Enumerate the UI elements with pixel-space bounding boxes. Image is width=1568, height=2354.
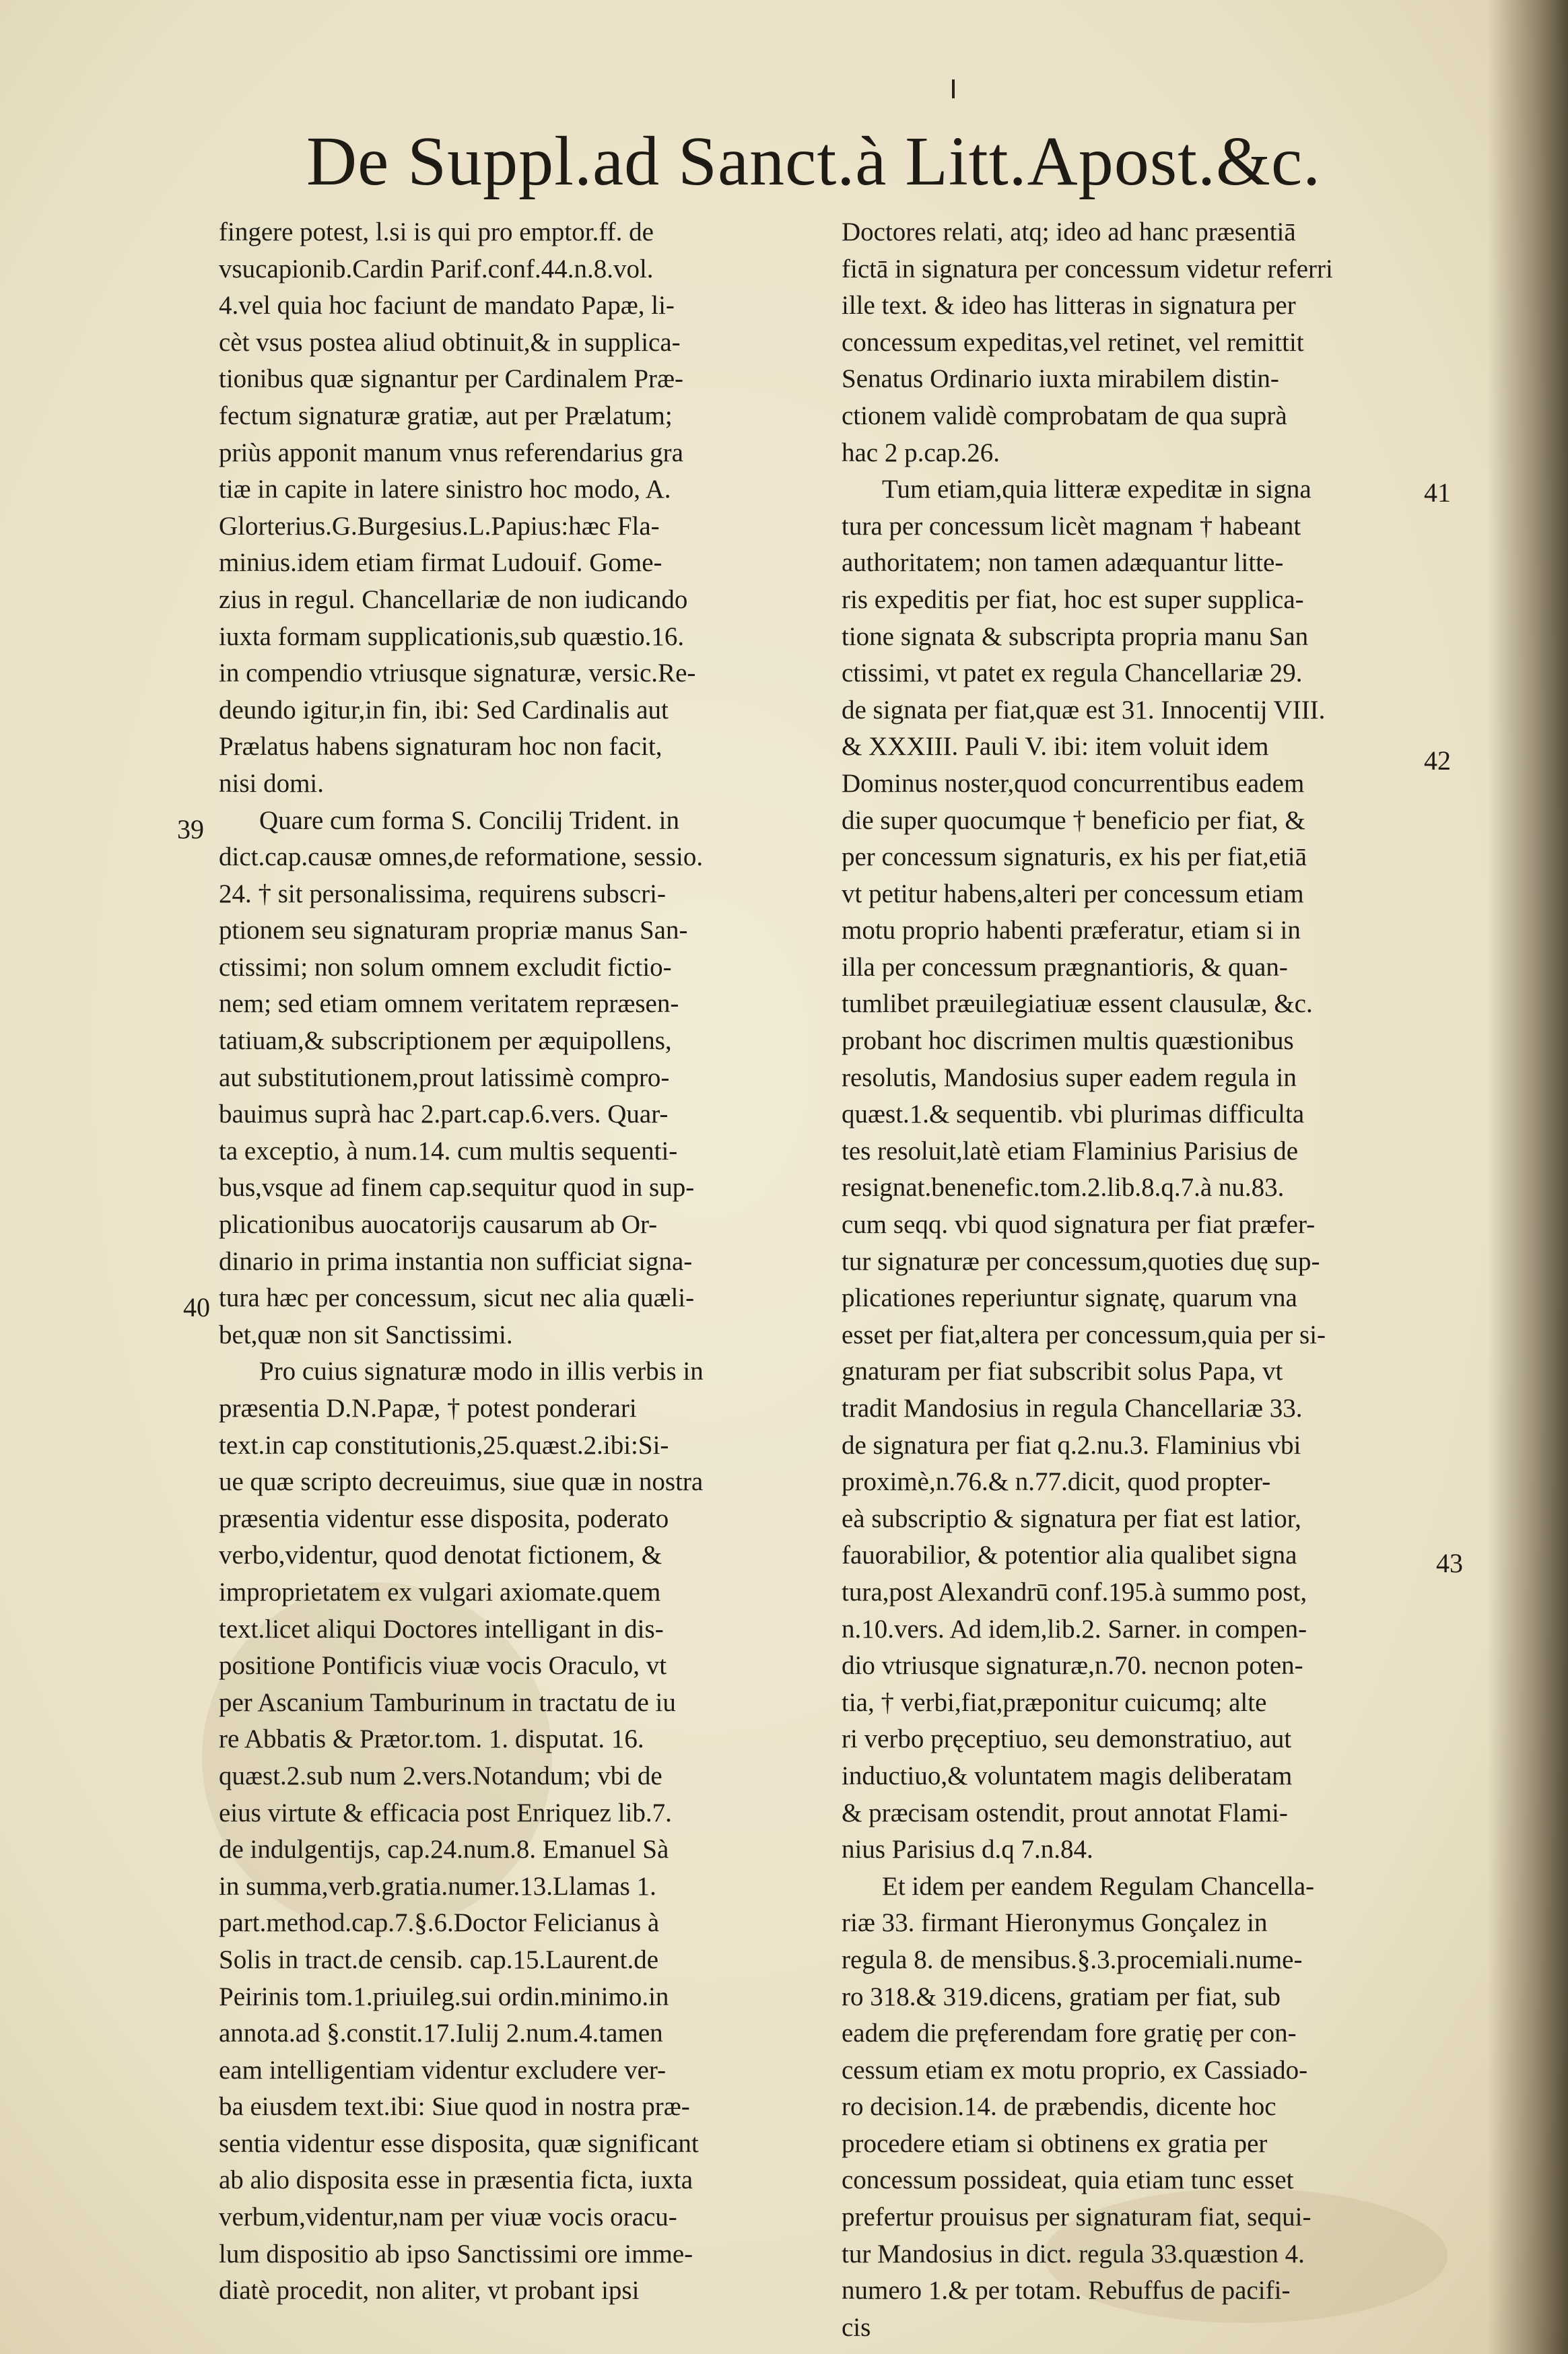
- text-line: quæst.2.sub num 2.vers.Notandum; vbi de: [219, 1761, 662, 1790]
- text-line: n.10.vers. Ad idem,lib.2. Sarner. in compen-: [842, 1614, 1307, 1644]
- text-line: ctissimi; non solum omnem excludit fictio-: [219, 952, 672, 982]
- text-line: Peirinis tom.1.priuileg.sui ordin.minimo.in: [219, 1982, 669, 2011]
- text-line: Senatus Ordinario iuxta mirabilem distin-: [842, 364, 1279, 394]
- text-line: tura hæc per concessum, sicut nec alia quæli-: [219, 1283, 695, 1313]
- text-line: ro decision.14. de præbendis, dicente hoc: [842, 2092, 1276, 2122]
- text-line: 24. † sit personalissima, requirens subscri-: [219, 879, 666, 908]
- text-line: annota.ad §.constit.17.Iulij 2.num.4.tamen: [219, 2019, 663, 2048]
- text-line: vt petitur habens,alteri per concessum etiam: [842, 879, 1304, 908]
- text-line: quæst.1.& sequentib. vbi plurimas difficulta: [842, 1100, 1305, 1129]
- margin-note-43: 43: [1436, 1548, 1463, 1578]
- text-line: in summa,verb.gratia.numer.13.Llamas 1.: [219, 1871, 656, 1901]
- page-edge-shadow: [1487, 0, 1568, 2354]
- text-line: præsentia videntur esse disposita, poderato: [219, 1504, 669, 1533]
- text-line: nius Parisius d.q 7.n.84.: [842, 1835, 1093, 1864]
- text-line: eius virtute & efficacia post Enriquez lib.7.: [219, 1798, 672, 1827]
- text-line: part.method.cap.7.§.6.Doctor Felicianus à: [219, 1908, 660, 1938]
- text-line: de signata per fiat,quæ est 31. Innocentij VIII.: [842, 695, 1326, 725]
- text-line: Et idem per eandem Regulam Chancella-: [882, 1871, 1315, 1901]
- text-line: hac 2 p.cap.26.: [842, 438, 1000, 467]
- text-line: Dominus noster,quod concurrentibus eadem: [842, 768, 1305, 798]
- text-line: cum seqq. vbi quod signatura per fiat præfer-: [842, 1210, 1316, 1240]
- text-line: concessum expeditas,vel retinet, vel remittit: [842, 327, 1304, 357]
- text-line: ue quæ scripto decreuimus, siue quæ in nostra: [219, 1467, 704, 1497]
- text-line: eam intelligentiam videntur excludere ver-: [219, 2055, 667, 2085]
- margin-note-39: 39: [177, 814, 204, 844]
- text-line: cèt vsus postea aliud obtinuit,& in supplica-: [219, 327, 681, 357]
- text-line: per concessum signaturis, ex his per fiat,etiā: [842, 842, 1307, 872]
- text-line: deundo igitur,in fin, ibi: Sed Cardinalis aut: [219, 695, 669, 725]
- text-line: dio vtriusque signaturæ,n.70. necnon poten-: [842, 1651, 1303, 1681]
- text-line: tura per concessum licèt magnam † habeant: [842, 511, 1301, 541]
- text-line: tionibus quæ signantur per Cardinalem Præ-: [219, 364, 684, 394]
- text-line: ctissimi, vt patet ex regula Chancellariæ 29.: [842, 659, 1303, 688]
- text-line: cis: [842, 2312, 871, 2342]
- text-line: ptionem seu signaturam propriæ manus San-: [219, 916, 688, 945]
- text-line: nisi domi.: [219, 768, 325, 798]
- text-line: ta exceptio, à num.14. cum multis sequenti-: [219, 1136, 678, 1166]
- text-line: procedere etiam si obtinens ex gratia per: [842, 2128, 1268, 2158]
- text-line: Pro cuius signaturæ modo in illis verbis in: [259, 1357, 704, 1386]
- text-line: Tum etiam,quia litteræ expeditæ in signa: [882, 475, 1311, 504]
- text-line: tur Mandosius in dict. regula 33.quæstion 4.: [842, 2239, 1305, 2268]
- text-line: authoritatem; non tamen adæquantur litte-: [842, 548, 1284, 578]
- text-line: ris expeditis per fiat, hoc est super supplica-: [842, 584, 1304, 614]
- text-line: probant hoc discrimen multis quæstionibus: [842, 1026, 1294, 1056]
- text-line: fectum signaturæ gratiæ, aut per Prælatum;: [219, 401, 673, 430]
- text-line: de signatura per fiat q.2.nu.3. Flaminius vbi: [842, 1430, 1301, 1460]
- text-line: regula 8. de mensibus.§.3.procemiali.nume-: [842, 1945, 1303, 1974]
- text-line: sentia videntur esse disposita, quæ significant: [219, 2128, 699, 2158]
- text-line: numero 1.& per totam. Rebuffus de pacifi-: [842, 2276, 1291, 2306]
- text-line: ille text. & ideo has litteras in signatura per: [842, 291, 1296, 321]
- left-column: [219, 214, 811, 2310]
- text-line: tione signata & subscripta propria manu San: [842, 621, 1309, 651]
- text-line: & præcisam ostendit, prout annotat Flami-: [842, 1798, 1288, 1827]
- text-line: vsucapionib.Cardin Parif.conf.44.n.8.vol.: [219, 254, 654, 283]
- text-line: ro 318.& 319.dicens, gratiam per fiat, sub: [842, 1982, 1281, 2011]
- right-column: [842, 214, 1443, 2346]
- text-line: tiæ in capite in latere sinistro hoc modo, A.: [219, 475, 671, 504]
- text-line: aut substitutionem,prout latissimè compro-: [219, 1063, 670, 1092]
- text-line: dict.cap.causæ omnes,de reformatione, sessio.: [219, 842, 704, 872]
- text-line: tumlibet præuilegiatiuæ essent clausulæ, &c.: [842, 989, 1313, 1019]
- text-line: ctionem validè comprobatam de qua suprà: [842, 401, 1287, 430]
- text-line: verbum,videntur,nam per viuæ vocis oracu-: [219, 2202, 677, 2232]
- text-line: minius.idem etiam firmat Ludouif. Gome-: [219, 548, 662, 578]
- text-line: cessum etiam ex motu proprio, ex Cassiado-: [842, 2055, 1308, 2085]
- text-line: iuxta formam supplicationis,sub quæstio.16.: [219, 621, 685, 651]
- text-line: tura,post Alexandrū conf.195.à summo post,: [842, 1577, 1307, 1607]
- text-line: Glorterius.G.Burgesius.L.Papius:hæc Fla-: [219, 511, 660, 541]
- text-line: Prælatus habens signaturam hoc non facit,: [219, 732, 662, 762]
- text-line: bus,vsque ad finem cap.sequitur quod in sup-: [219, 1173, 695, 1203]
- text-line: gnaturam per fiat subscribit solus Papa, vt: [842, 1357, 1283, 1386]
- text-line: Solis in tract.de censib. cap.15.Laurent.de: [219, 1945, 659, 1974]
- text-line: plicationes reperiuntur signatę, quarum vna: [842, 1283, 1297, 1313]
- text-line: bet,quæ non sit Sanctissimi.: [219, 1320, 513, 1349]
- text-line: Quare cum forma S. Concilij Trident. in: [259, 805, 679, 835]
- text-line: diatè procedit, non aliter, vt probant ipsi: [219, 2276, 640, 2306]
- text-line: & XXXIII. Pauli V. ibi: item voluit idem: [842, 732, 1269, 762]
- text-line: bauimus suprà hac 2.part.cap.6.vers. Quar-: [219, 1100, 669, 1129]
- text-line: esset per fiat,altera per concessum,quia per si-: [842, 1320, 1326, 1349]
- text-line: tatiuam,& subscriptionem per æquipollens,: [219, 1026, 672, 1056]
- text-line: tia, † verbi,fiat,præponitur cuicumq; alte: [842, 1687, 1267, 1717]
- text-line: tes resoluit,latè etiam Flaminius Parisius de: [842, 1136, 1299, 1166]
- text-line: priùs apponit manum vnus referendarius gra: [219, 438, 683, 467]
- text-line: resolutis, Mandosius super eadem regula in: [842, 1063, 1297, 1092]
- text-line: dinario in prima instantia non sufficiat signa-: [219, 1246, 693, 1276]
- text-line: tur signaturæ per concessum,quoties duę sup-: [842, 1246, 1320, 1276]
- text-line: concessum possideat, quia etiam tunc esset: [842, 2165, 1294, 2195]
- text-line: verbo,videntur, quod denotat fictionem, &: [219, 1541, 662, 1570]
- text-line: eadem die pręferendam fore gratię per con-: [842, 2019, 1297, 2048]
- text-line: lum dispositio ab ipso Sanctissimi ore imme-: [219, 2239, 693, 2268]
- text-line: re Abbatis & Prætor.tom. 1. disputat. 16.: [219, 1724, 644, 1754]
- text-line: 4.vel quia hoc faciunt de mandato Papæ, li-: [219, 291, 675, 321]
- text-line: proximè,n.76.& n.77.dicit, quod propter-: [842, 1467, 1271, 1497]
- text-line: riæ 33. firmant Hieronymus Gonçalez in: [842, 1908, 1268, 1938]
- text-line: ri verbo pręceptiuo, seu demonstratiuo, aut: [842, 1724, 1292, 1754]
- text-line: fauorabilior, & potentior alia qualibet signa: [842, 1541, 1297, 1570]
- text-line: zius in regul. Chancellariæ de non iudicando: [219, 584, 688, 614]
- text-line: illa per concessum prægnantioris, & quan-: [842, 952, 1288, 982]
- text-line: ab alio disposita esse in præsentia ficta, iuxta: [219, 2165, 693, 2195]
- text-line: fictā in signatura per concessum videtur referri: [842, 254, 1333, 283]
- text-line: nem; sed etiam omnem veritatem repræsen-: [219, 989, 679, 1019]
- text-line: text.in cap constitutionis,25.quæst.2.ibi:Si-: [219, 1430, 669, 1460]
- text-line: text.licet aliqui Doctores intelligant in dis-: [219, 1614, 664, 1644]
- text-line: resignat.benenefic.tom.2.lib.8.q.7.à nu.83.: [842, 1173, 1285, 1203]
- text-line: die super quocumque † beneficio per fiat, &: [842, 805, 1305, 835]
- text-line: plicationibus auocatorijs causarum ab Or-: [219, 1210, 658, 1240]
- text-line: per Ascanium Tamburinum in tractatu de iu: [219, 1687, 676, 1717]
- text-line: prefertur prouisus per signaturam fiat, sequi-: [842, 2202, 1311, 2232]
- text-line: ba eiusdem text.ibi: Siue quod in nostra præ-: [219, 2092, 690, 2122]
- text-line: in compendio vtriusque signaturæ, versic.Re-: [219, 659, 696, 688]
- text-line: de indulgentijs, cap.24.num.8. Emanuel Sà: [219, 1835, 669, 1864]
- margin-note-40: 40: [183, 1292, 210, 1322]
- margin-note-41: 41: [1424, 477, 1451, 508]
- text-line: tradit Mandosius in regula Chancellariæ 33.: [842, 1394, 1303, 1423]
- running-head: De Suppl.ad Sanct.à Litt.Apost.&c.: [306, 123, 1322, 200]
- text-line: Doctores relati, atq; ideo ad hanc præsentiā: [842, 217, 1296, 246]
- text-line: eà subscriptio & signatura per fiat est latior,: [842, 1504, 1301, 1533]
- margin-note-42: 42: [1424, 745, 1451, 776]
- top-mark: [952, 79, 955, 98]
- text-line: fingere potest, l.si is qui pro emptor.ff. de: [219, 217, 654, 246]
- text-line: motu proprio habenti præferatur, etiam si in: [842, 916, 1301, 945]
- text-line: præsentia D.N.Papæ, † potest ponderari: [219, 1394, 637, 1423]
- text-line: inductiuo,& voluntatem magis deliberatam: [842, 1761, 1293, 1790]
- text-line: positione Pontificis viuæ vocis Oraculo, vt: [219, 1651, 667, 1681]
- text-line: improprietatem ex vulgari axiomate.quem: [219, 1577, 661, 1607]
